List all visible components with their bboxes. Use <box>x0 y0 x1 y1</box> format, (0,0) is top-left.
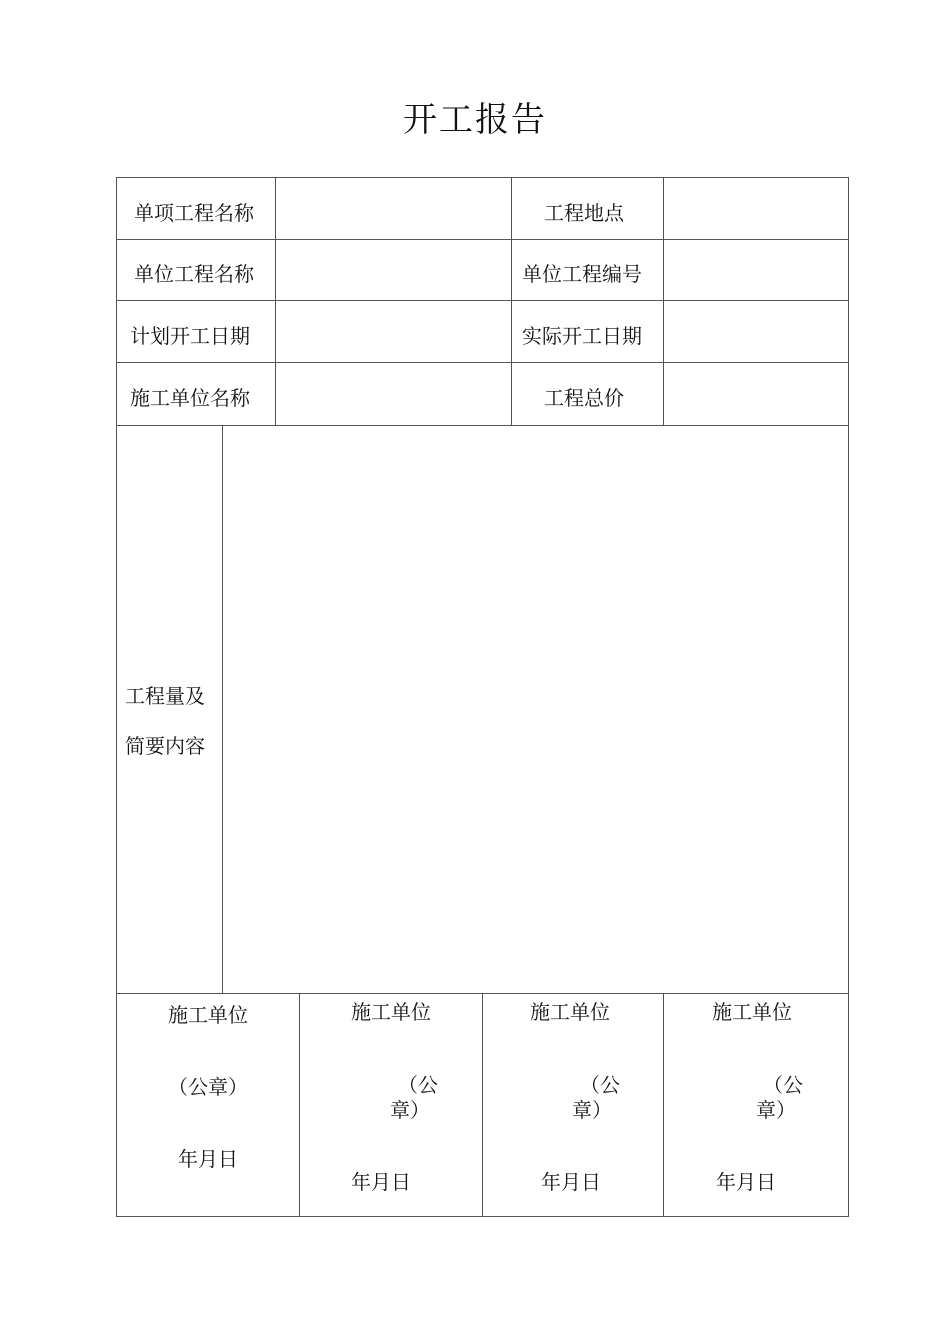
label-contractor-name: 施工单位名称 <box>130 386 250 410</box>
label-scope-line2: 简要内容 <box>125 734 205 758</box>
label-single-project-name: 单项工程名称 <box>134 201 254 225</box>
column-divider <box>511 177 512 425</box>
scope-content-field[interactable] <box>223 426 848 993</box>
signature-seal-label: （公章） <box>168 1075 248 1099</box>
signature-seal-label: 章） <box>572 1098 612 1122</box>
signature-date-label: 年月日 <box>541 1170 601 1194</box>
signature-seal-label: 章） <box>390 1098 430 1122</box>
signature-date-label: 年月日 <box>178 1147 238 1171</box>
page-title: 开工报告 <box>403 100 547 140</box>
single-project-name-field[interactable] <box>276 178 511 239</box>
column-divider <box>482 993 483 1216</box>
unit-project-name-field[interactable] <box>276 240 511 300</box>
signature-unit-label: 施工单位 <box>712 1000 792 1024</box>
signature-date-label: 年月日 <box>351 1170 411 1194</box>
column-divider <box>299 993 300 1216</box>
label-actual-start-date: 实际开工日期 <box>522 324 642 348</box>
table-border-right <box>848 177 849 1217</box>
actual-start-date-field[interactable] <box>664 301 848 362</box>
signature-date-label: 年月日 <box>716 1170 776 1194</box>
signature-seal-label: （公 <box>398 1073 438 1097</box>
signature-unit-label: 施工单位 <box>351 1000 431 1024</box>
label-unit-project-number: 单位工程编号 <box>522 262 642 286</box>
column-divider <box>663 993 664 1216</box>
label-total-project-cost: 工程总价 <box>544 386 624 410</box>
label-scope-line1: 工程量及 <box>125 684 205 708</box>
label-project-location: 工程地点 <box>544 201 624 225</box>
label-planned-start-date: 计划开工日期 <box>130 324 250 348</box>
signature-seal-label: （公 <box>763 1073 803 1097</box>
signature-unit-label: 施工单位 <box>168 1003 248 1027</box>
table-border-left <box>116 177 117 1217</box>
label-unit-project-name: 单位工程名称 <box>134 262 254 286</box>
project-location-field[interactable] <box>664 178 848 239</box>
total-project-cost-field[interactable] <box>664 363 848 425</box>
unit-project-number-field[interactable] <box>664 240 848 300</box>
planned-start-date-field[interactable] <box>276 301 511 362</box>
table-border-bottom <box>116 1216 849 1217</box>
signature-seal-label: （公 <box>580 1073 620 1097</box>
contractor-name-field[interactable] <box>276 363 511 425</box>
signature-unit-label: 施工单位 <box>530 1000 610 1024</box>
signature-seal-label: 章） <box>756 1098 796 1122</box>
